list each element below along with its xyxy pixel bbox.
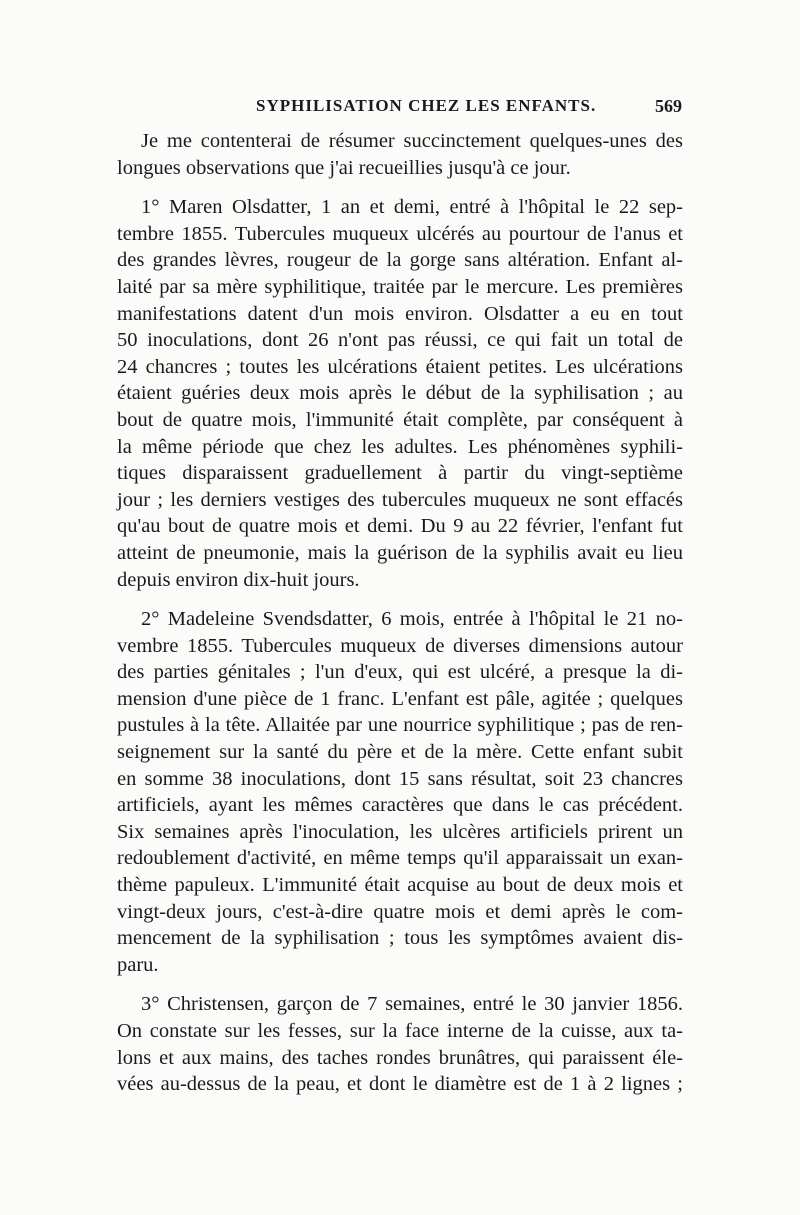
paragraph-intro xyxy=(117,128,683,181)
text-line: vées au-dessus de la peau, et dont le diamètre est de 1 à 2 lignes ; xyxy=(117,1073,683,1096)
text-line: mencement de la syphilisation ; tous les symptômes avaient dis- xyxy=(117,927,683,950)
text-line: 24 chancres ; toutes les ulcérations étaient petites. Les ulcérations xyxy=(117,355,683,378)
text-line: la même période que chez les adultes. Les phénomènes syphili- xyxy=(117,435,683,458)
text-line: longues observations que j'ai recueillies jusqu'à ce jour. xyxy=(117,156,571,179)
paragraph-case-1 xyxy=(117,194,683,593)
text-line: mension d'une pièce de 1 franc. L'enfant est pâle, agitée ; quelques xyxy=(117,687,683,710)
text-line: laité par sa mère syphilitique, traitée par le mercure. Les premières xyxy=(117,275,683,298)
text-line: qu'au bout de quatre mois et demi. Du 9 au 22 février, l'enfant fut xyxy=(117,515,683,538)
text-line: lons et aux mains, des taches rondes brunâtres, qui paraissent éle- xyxy=(117,1046,683,1069)
running-title: SYPHILISATION CHEZ LES ENFANTS. xyxy=(256,96,597,115)
text-line: bout de quatre mois, l'immunité était complète, par conséquent à xyxy=(117,408,683,431)
paragraph-case-3 xyxy=(117,991,683,1097)
text-line: 1° Maren Olsdatter, 1 an et demi, entré à l'hôpital le 22 sep- xyxy=(141,196,683,219)
text-line: étaient guéries deux mois après le début de la syphilisation ; au xyxy=(117,382,683,405)
body-text xyxy=(117,128,683,1098)
text-line: jour ; les derniers vestiges des tubercules muqueux ne sont effacés xyxy=(117,488,683,511)
text-line: atteint de pneumonie, mais la guérison de la syphilis avait eu lieu xyxy=(117,541,683,564)
text-line: vembre 1855. Tubercules muqueux de diverses dimensions autour xyxy=(117,634,683,657)
text-line: manifestations datent d'un mois environ. Olsdatter a eu en tout xyxy=(117,302,683,325)
text-line: Je me contenterai de résumer succinctement quelques-unes des xyxy=(141,130,683,152)
text-line: en somme 38 inoculations, dont 15 sans résultat, soit 23 chancres xyxy=(117,767,683,790)
text-line: artificiels, ayant les mêmes caractères que dans le cas précédent. xyxy=(117,794,683,817)
text-line: Six semaines après l'inoculation, les ulcères artificiels prirent un xyxy=(117,820,683,843)
text-line: seignement sur la santé du père et de la mère. Cette enfant subit xyxy=(117,741,683,764)
page-number: 569 xyxy=(655,96,682,116)
text-line: depuis environ dix-huit jours. xyxy=(117,568,360,591)
text-line: vingt-deux jours, c'est-à-dire quatre mois et demi après le com- xyxy=(117,900,683,923)
text-line: paru. xyxy=(117,953,159,976)
text-line: On constate sur les fesses, sur la face interne de la cuisse, aux ta- xyxy=(117,1020,683,1042)
page-header xyxy=(114,96,682,126)
text-line: thème papuleux. L'immunité était acquise au bout de deux mois et xyxy=(117,874,683,897)
text-line: des grandes lèvres, rougeur de la gorge sans altération. Enfant al- xyxy=(117,249,683,272)
text-line: tembre 1855. Tubercules muqueux ulcérés au pourtour de l'anus et xyxy=(117,222,683,245)
text-line: tiques disparaissent graduellement à partir du vingt-septième xyxy=(117,462,683,485)
text-line: 2° Madeleine Svendsdatter, 6 mois, entrée à l'hôpital le 21 no- xyxy=(141,608,683,631)
text-line: 50 inoculations, dont 26 n'ont pas réussi, ce qui fait un total de xyxy=(117,329,683,352)
text-line: 3° Christensen, garçon de 7 semaines, entré le 30 janvier 1856. xyxy=(141,993,683,1016)
text-line: pustules à la tête. Allaitée par une nourrice syphilitique ; pas de ren- xyxy=(117,714,683,737)
text-line: des parties génitales ; l'un d'eux, qui est ulcéré, a presque la di- xyxy=(117,661,683,684)
text-line: redoublement d'activité, en même temps qu'il apparaissait un exan- xyxy=(117,847,683,870)
paragraph-case-2 xyxy=(117,606,683,978)
